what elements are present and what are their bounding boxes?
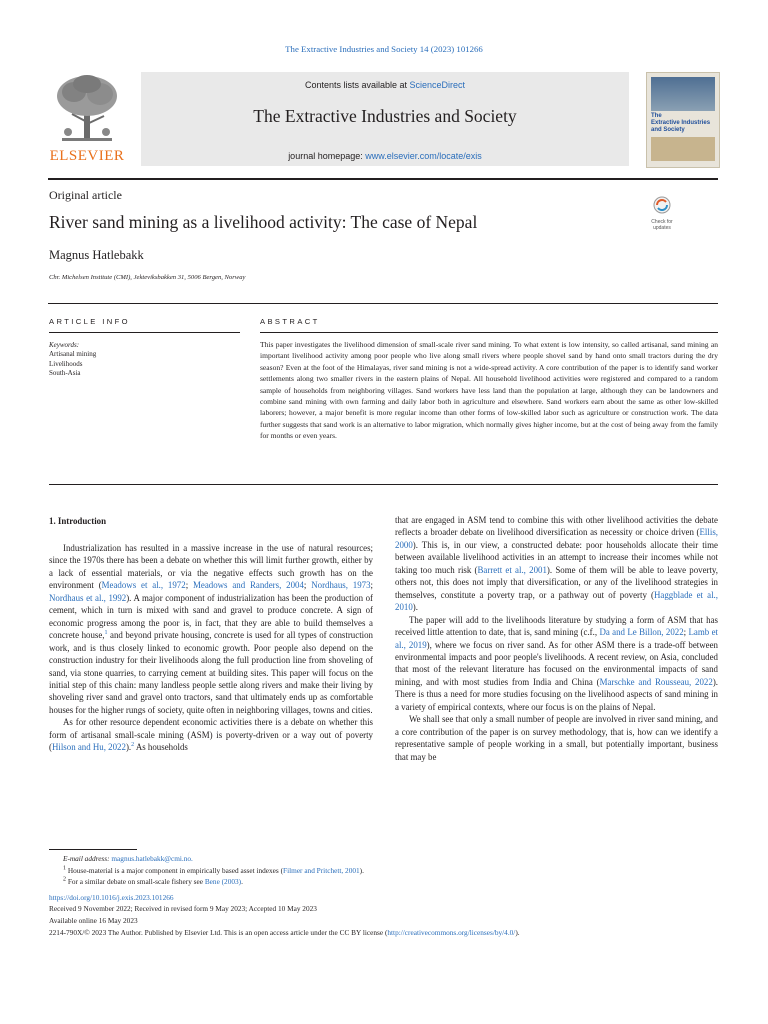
check-updates-icon <box>646 195 678 215</box>
text-run: 2214-790X/© 2023 The Author. Published by Elsevier Ltd. This is an open access article under the CC BY license ( <box>49 927 388 937</box>
cover-title-line2: Extractive Industries <box>651 119 711 126</box>
text-run: House-material is a major component in empirically based asset indexes ( <box>67 865 284 875</box>
article-type: Original article <box>49 188 122 202</box>
text-run: . <box>241 877 243 887</box>
text-run: ; <box>303 580 312 591</box>
text-run: ; <box>185 580 193 591</box>
footnote-rule <box>49 849 137 850</box>
text-run: Industrialization has resulted in a massive increase in the use of natural resources; since the 1970s there has been a debate on whether this will limit further growth, either by a lack of essential materials, or via the negative effects such growth has on the environment ( <box>49 543 373 591</box>
contents-available <box>141 80 629 90</box>
citation-link[interactable]: Nordhaus, 1973 <box>311 580 371 591</box>
journal-cover[interactable] <box>646 72 720 168</box>
text-run: ). <box>515 927 520 937</box>
citation-link[interactable]: Ellis, 2000 <box>395 527 718 550</box>
text-run: ). A major component of industrialization has been the production of cement, which in turn is mixed with sand and gravel to produce concrete. A sign of economic progress among the poor is, in fact, that they are able to build themselves a concrete house, <box>49 592 373 641</box>
email-link[interactable]: magnus.hatlebakk@cmi.no. <box>111 854 193 863</box>
text-run: ; <box>370 580 374 591</box>
paragraph <box>49 716 373 753</box>
citation-link[interactable]: Lamb et al., 2019 <box>395 627 719 650</box>
paragraph <box>395 514 718 614</box>
cover-image-strip <box>651 137 715 161</box>
online-date: Available online 16 May 2023 <box>49 915 138 925</box>
keyword-item: Artisanal mining <box>49 350 97 358</box>
text-run: ). <box>125 742 132 753</box>
cover-title-line3: and Society <box>651 126 685 133</box>
email-label: E-mail address: <box>63 854 112 863</box>
body-column-right <box>395 514 718 763</box>
article-title: River sand mining as a livelihood activity: The case of Nepal <box>49 212 478 232</box>
check-updates-line1: Check for <box>651 219 673 225</box>
cover-title <box>651 113 717 133</box>
paragraph <box>395 614 718 714</box>
text-run: ; <box>683 627 689 638</box>
text-run: As households <box>134 742 188 753</box>
body-column-left <box>49 542 373 754</box>
citation-link[interactable]: Meadows and Randers, 2004 <box>193 580 304 591</box>
text-run: The paper will add to the livelihoods literature by studying a form of ASM that has received little attention to date, that is, sand mining (c.f., <box>395 614 718 638</box>
abstract-text: This paper investigates the livelihood dimension of small-scale river sand mining. To what extent is low intensity, so called artisanal, sand mining an important livelihood activity among poor people who live along small rivers where people shovel sand by hand onto small tractors during the dry season? Even at the foot of the Himalayas, river sand mining is not a wide-spread activity. A core contribution of the paper is to identify sand worker settlements along two smaller rivers in the eastern plains of Nepal. All household livelihood activities were registered and compared to a random sample of households from neighboring villages. Sand workers have less land than the population at large, although they can be landowners and combine sand mining with own farming and daily labor both in agriculture and elsewhere. Sand workers earn about the same as other low-skilled laborers; however, a major benefit is more regular income than other forms of low-skilled labor such as agriculture or construction work. The data further suggests that sand work is an alternative to labor migration, which normally gives higher income, but at the cost of being away from the family for months or even years. <box>260 340 718 441</box>
homepage-prefix: journal homepage: <box>288 151 366 161</box>
abstract-heading: ABSTRACT <box>260 317 320 326</box>
citation-link[interactable]: Barrett et al., 2001 <box>477 564 547 575</box>
author-name[interactable]: Magnus Hatlebakk <box>49 248 144 262</box>
footnote-ref[interactable]: 1 <box>104 630 108 637</box>
citation-link[interactable]: Meadows et al., 1972 <box>101 580 186 591</box>
keyword-item: South-Asia <box>49 369 81 377</box>
article-info-heading: ARTICLE INFO <box>49 317 130 326</box>
received-dates: Received 9 November 2022; Received in revised form 9 May 2023; Accepted 10 May 2023 <box>49 904 317 914</box>
check-updates-label <box>646 220 678 231</box>
journal-homepage <box>141 151 629 161</box>
journal-reference[interactable]: The Extractive Industries and Society 14 (2023) 101266 <box>285 44 483 54</box>
citation-link[interactable]: Filmer and Pritchett, 2001 <box>283 865 360 875</box>
cover-title-line1: The <box>651 113 662 119</box>
cover-photo <box>651 77 715 111</box>
text-run: ). There is thus a need for more studies focusing on the livelihood aspects of sand mining in a variety of empirical contexts, where our focus is on the plains of Nepal. <box>395 676 718 712</box>
text-run: ), where we focus on river sand. As for other ASM there is a trade-off between environmental impacts and poor people's livelihoods. A recent review, on Asia, concluded that most of the relevant literature has focused on the environmental impacts of sand mining, and with most studies from India and China ( <box>395 639 718 687</box>
journal-banner <box>141 72 629 166</box>
citation-link[interactable]: Haggblade et al., 2010 <box>395 589 718 613</box>
abstract-bottom-rule <box>49 484 718 485</box>
text-run: ). <box>412 602 418 613</box>
check-updates-line2: updates <box>653 224 671 231</box>
citation-link[interactable]: Da and Le Billon, 2022 <box>599 627 684 638</box>
paragraph <box>49 542 373 716</box>
keywords-list <box>49 350 96 379</box>
text-run: As for other resource dependent economic activities there is a debate on whether this form of artisanal small-scale mining (ASM) is poverty-driven or a way out of poverty ( <box>49 717 373 753</box>
footnote-2 <box>49 876 718 888</box>
journal-title: The Extractive Industries and Society <box>253 106 517 126</box>
license-link[interactable]: http://creativecommons.org/licenses/by/4.0/ <box>387 927 516 937</box>
footnote-1 <box>49 865 718 877</box>
citation-link[interactable]: Bene (2003) <box>204 877 242 887</box>
text-run: ). Some of them will be able to leave poverty, others not, this does not imply that diversification, or any of the livelihood strategies in themselves, constitute a poverty trap, or a pathway out of poverty ( <box>395 564 719 600</box>
footnote-ref[interactable]: 2 <box>131 742 135 749</box>
header-rule <box>48 178 718 180</box>
author-affiliation: Chr. Michelsen Institute (CMI), Jekteviksbakken 31, 5006 Bergen, Norway <box>49 274 246 281</box>
citation-link[interactable]: Hilson and Hu, 2022 <box>51 742 126 753</box>
footnote-number: 2 <box>63 876 66 883</box>
text-run: that are engaged in ASM tend to combine this with other livelihood activities the debate reflects a broader debate on livelihood diversification as necessity or choice driven ( <box>395 515 718 538</box>
contents-prefix: Contents lists available at <box>304 80 410 90</box>
abstract-rule <box>260 332 718 333</box>
email-line <box>49 853 718 865</box>
elsevier-logo[interactable] <box>48 72 126 166</box>
license-line <box>49 927 718 939</box>
elsevier-wordmark: ELSEVIER <box>49 148 125 164</box>
footnotes <box>49 853 718 938</box>
section-heading: 1. Introduction <box>49 516 107 526</box>
citation-link[interactable]: Marschke and Rousseau, 2022 <box>599 676 713 687</box>
text-run: and beyond private housing, concrete is used for all types of construction work, and is thus closely linked to economic growth. Poor people also depend on the construction industry for their livelihoods along the full production line from shoveling of sand, via stone quarries, to carrying cement at building sites. This paper will focus on the initial step of this chain: many landless people settle along rivers and make their living by shoveling river sand and gravel onto tractors, sand that ultimately ends up as comfortable houses for the higher rungs of society, quite often in neighboring villages, towns and cities. <box>49 630 373 715</box>
check-for-updates-button[interactable] <box>646 195 678 229</box>
keywords-label: Keywords: <box>49 341 80 349</box>
article-info-rule <box>49 332 240 333</box>
text-run: ). This is, in our view, a constructed debate: poor households allocate their time between available livelihood activities in an attempt to increase their incomes while not taking too much risk ( <box>395 539 718 575</box>
sciencedirect-link[interactable]: ScienceDirect <box>409 80 466 90</box>
title-block-rule <box>48 303 718 304</box>
citation-link[interactable]: Nordhaus et al., 1992 <box>49 592 127 603</box>
paragraph: We shall see that only a small number of people are involved in river sand mining, and a core contribution of the paper is on survey methodology, that is, how can we identify a representative sample of people working in a small, but potentially important, business that may be <box>395 714 718 762</box>
text-run: ). <box>359 865 364 875</box>
text-run: For a similar debate on small-scale fishery see <box>67 877 205 887</box>
tree-icon <box>48 72 126 148</box>
homepage-link[interactable]: www.elsevier.com/locate/exis <box>365 151 482 161</box>
keyword-item: Livelihoods <box>49 359 83 368</box>
doi-link[interactable]: https://doi.org/10.1016/j.exis.2023.101266 <box>49 892 174 902</box>
footnote-number: 1 <box>63 865 66 872</box>
